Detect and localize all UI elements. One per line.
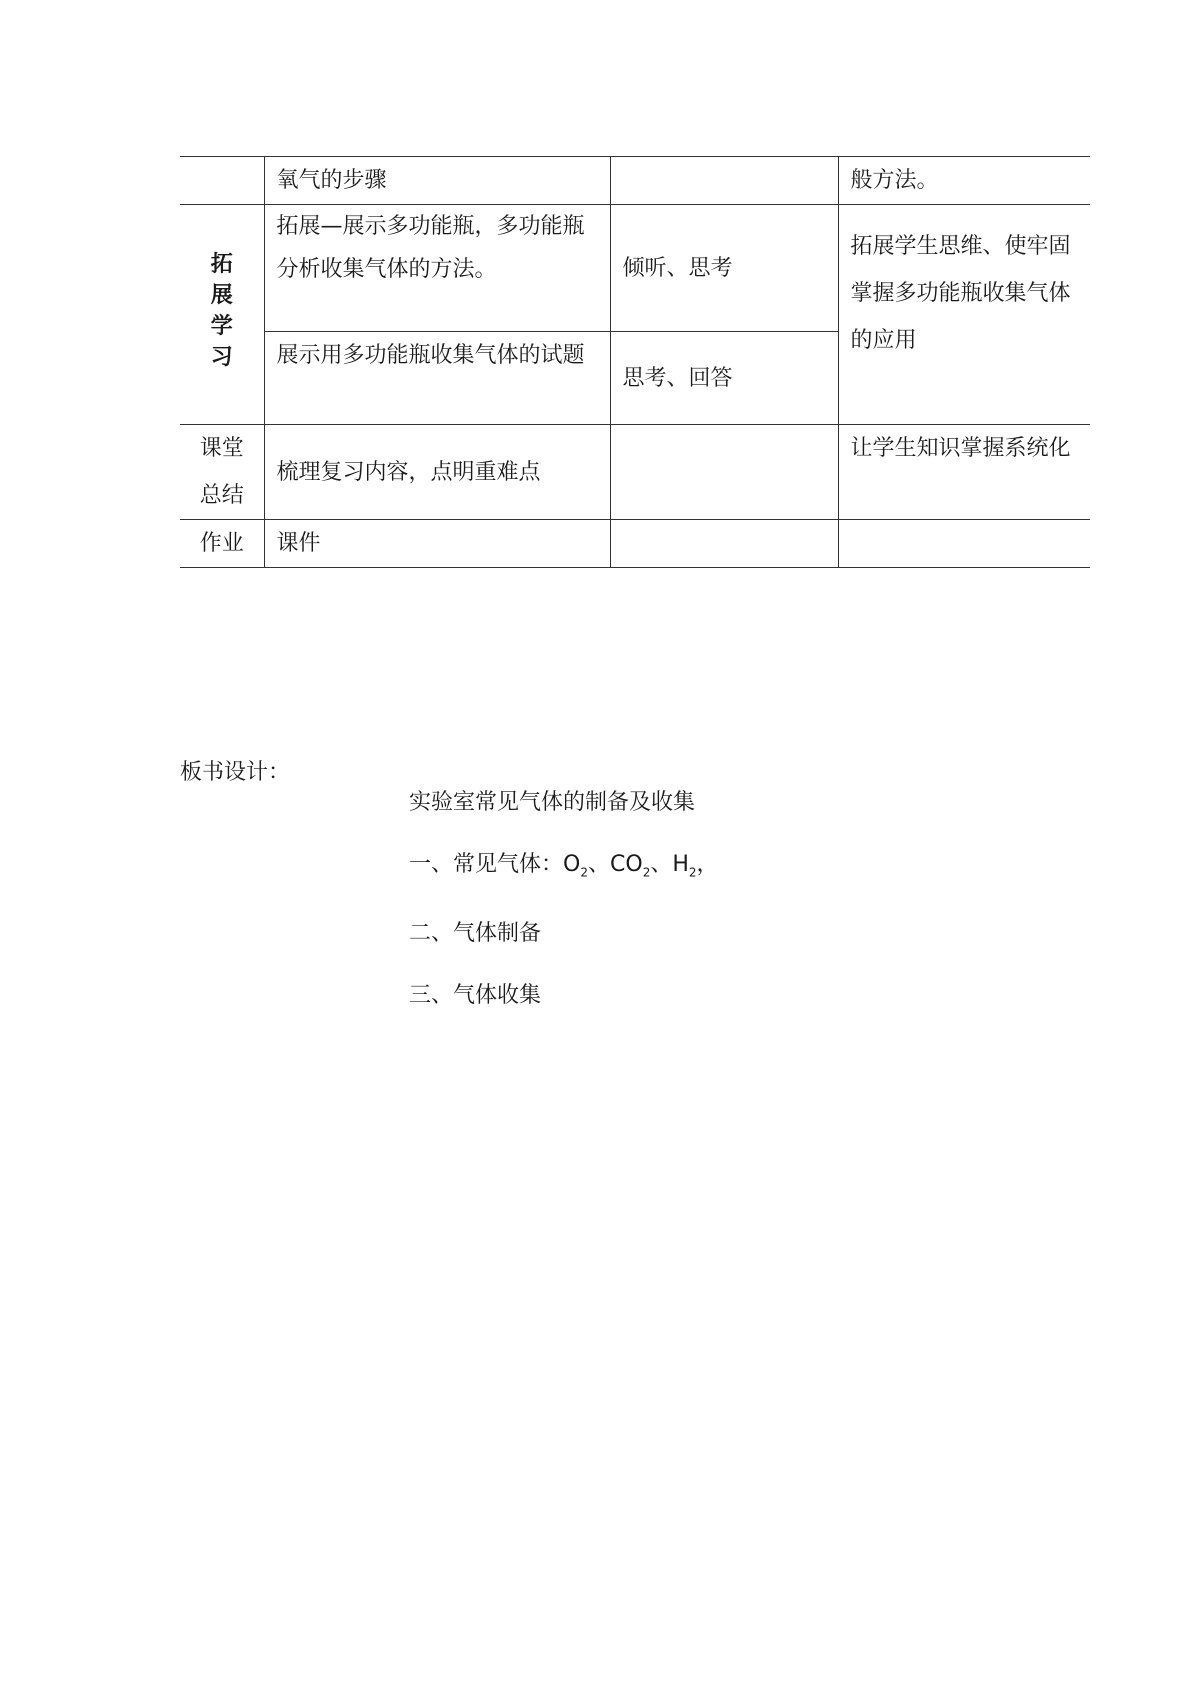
board-item-prefix: 一、常见气体： <box>409 852 564 877</box>
student-cell: 倾听、思考 <box>610 205 838 332</box>
separator: 、 <box>587 852 610 877</box>
table-row <box>180 157 1090 205</box>
board-item-preparation: 二、气体制备 <box>409 921 542 947</box>
lesson-plan-table <box>180 156 1090 568</box>
gas-co2-subscript: 2 <box>642 865 651 880</box>
gas-h2-subscript: 2 <box>688 865 697 880</box>
gas-co2: CO <box>610 852 643 877</box>
content-cell: 氧气的步骤 <box>264 157 610 205</box>
content-cell: 拓展—展示多功能瓶，多功能瓶分析收集气体的方法。 <box>264 205 610 332</box>
board-title: 实验室常见气体的制备及收集 <box>409 790 696 815</box>
intent-cell: 般方法。 <box>838 157 1090 205</box>
gas-o2: O <box>563 852 581 877</box>
gas-o2-subscript: 2 <box>580 865 588 880</box>
intent-cell <box>838 520 1090 568</box>
stage-label: 课堂总结 <box>199 436 244 508</box>
student-cell <box>610 520 838 568</box>
content-cell: 梳理复习内容，点明重难点 <box>264 425 610 520</box>
content-cell: 课件 <box>264 520 610 568</box>
student-cell: 思考、回答 <box>610 332 838 425</box>
student-cell <box>610 157 838 205</box>
content-cell: 展示用多功能瓶收集气体的试题 <box>264 332 610 425</box>
separator: 、 <box>650 852 673 877</box>
intent-cell: 拓展学生思维、使牢固掌握多功能瓶收集气体的应用 <box>838 205 1090 425</box>
student-cell <box>610 425 838 520</box>
board-item-gases <box>409 850 719 887</box>
stage-cell-summary <box>180 425 264 520</box>
table-row <box>180 425 1090 520</box>
stage-cell-empty <box>180 157 264 205</box>
gas-h2: H <box>672 852 689 877</box>
stage-label: 拓展学习 <box>210 251 233 370</box>
stage-cell-extension <box>180 205 264 425</box>
trailing-comma: ， <box>696 852 719 877</box>
board-design-label: 板书设计： <box>180 760 291 785</box>
table-row <box>180 205 1090 332</box>
intent-cell: 让学生知识掌握系统化 <box>838 425 1090 520</box>
board-item-collection: 三、气体收集 <box>409 983 542 1009</box>
table-row <box>180 520 1090 568</box>
stage-cell-homework: 作业 <box>180 520 264 568</box>
board-design-content <box>409 788 719 1043</box>
